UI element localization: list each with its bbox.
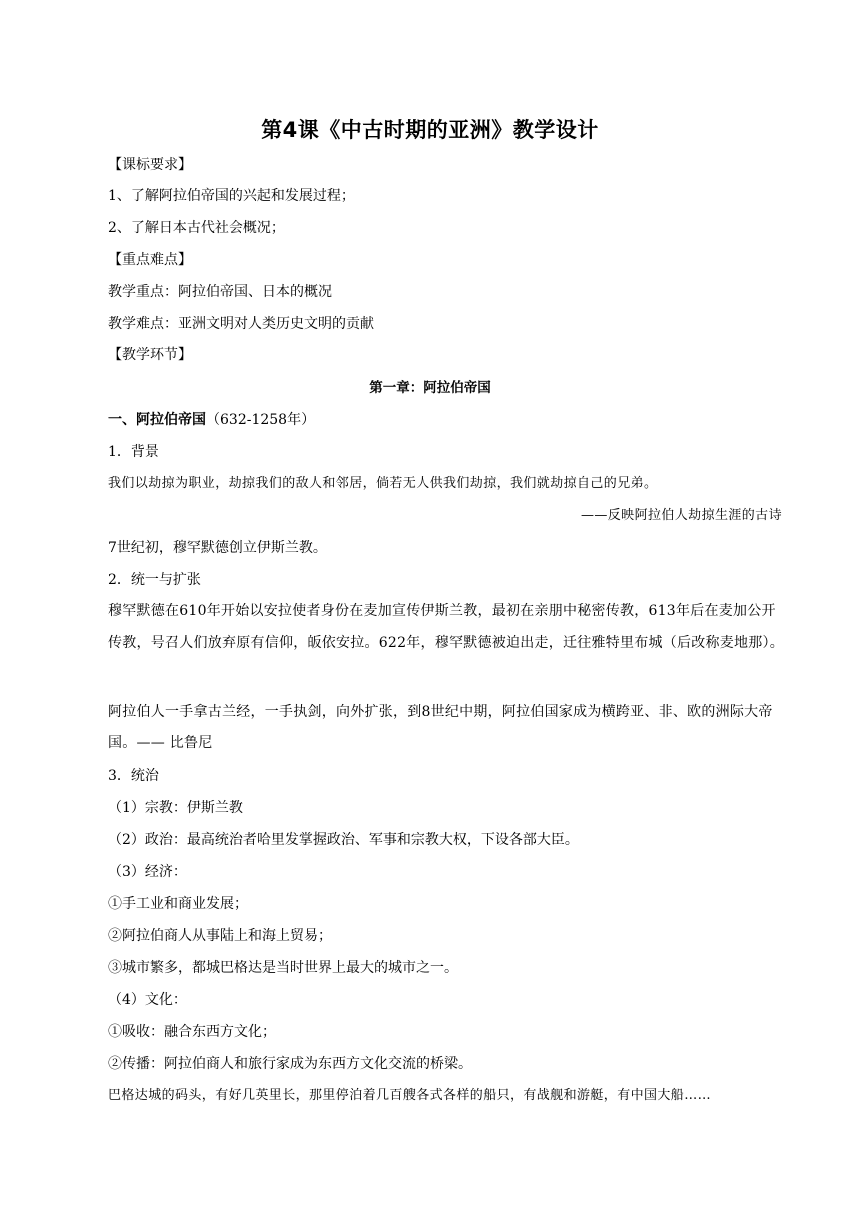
key-points-heading: 【重点难点】 bbox=[108, 252, 192, 268]
quote-baghdad: 巴格达城的码头，有好几英里长，那里停泊着几百艘各式各样的船只，有战舰和游艇，有中国大船…… bbox=[108, 1088, 712, 1103]
quote-poem-source: ——反映阿拉伯人劫掠生涯的古诗 bbox=[580, 508, 782, 523]
key-point: 教学重点：阿拉伯帝国、日本的概况 bbox=[108, 284, 332, 300]
rule-religion: （1）宗教：伊斯兰教 bbox=[108, 800, 243, 816]
section-1-title: 一、阿拉伯帝国 bbox=[108, 412, 206, 428]
economy-item-2: ②阿拉伯商人从事陆上和海上贸易； bbox=[108, 928, 332, 944]
fact-islam-founded: 7世纪初，穆罕默德创立伊斯兰教。 bbox=[108, 540, 327, 556]
requirements-heading: 【课标要求】 bbox=[108, 157, 192, 173]
rule-culture: （4）文化： bbox=[108, 992, 187, 1008]
requirement-1: 1、了解阿拉伯帝国的兴起和发展过程； bbox=[108, 188, 355, 204]
rule-economy: （3）经济： bbox=[108, 864, 187, 880]
subheading-unification: 2．统一与扩张 bbox=[108, 572, 201, 588]
culture-item-2: ②传播：阿拉伯商人和旅行家成为东西方文化交流的桥梁。 bbox=[108, 1056, 472, 1072]
quote-biruni: 阿拉伯人一手拿古兰经，一手执剑，向外扩张，到8世纪中期，阿拉伯国家成为横跨亚、非、欧的洲际大帝国。—— 比鲁尼 bbox=[108, 704, 773, 751]
economy-item-3: ③城市繁多，都城巴格达是当时世界上最大的城市之一。 bbox=[108, 960, 458, 976]
economy-item-1: ①手工业和商业发展； bbox=[108, 896, 248, 912]
paragraph-muhammad: 穆罕默德在610年开始以安拉使者身份在麦加宣传伊斯兰教，最初在亲朋中秘密传教，613年后在麦加公开传教，号召人们放弃原有信仰，皈依安拉。622年，穆罕默德被迫出走，迁往雅特里布城（后改称麦地那）。 bbox=[108, 603, 784, 651]
difficult-point: 教学难点：亚洲文明对人类历史文明的贡献 bbox=[108, 316, 374, 332]
quote-poem: 我们以劫掠为职业，劫掠我们的敌人和邻居，倘若无人供我们劫掠，我们就劫掠自己的兄弟。 bbox=[108, 476, 658, 491]
culture-item-1: ①吸收：融合东西方文化； bbox=[108, 1024, 276, 1040]
rule-politics: （2）政治：最高统治者哈里发掌握政治、军事和宗教大权，下设各部大臣。 bbox=[108, 832, 579, 848]
chapter-title: 第一章：阿拉伯帝国 bbox=[369, 380, 491, 396]
requirement-2: 2、了解日本古代社会概况； bbox=[108, 220, 285, 236]
subheading-background: 1．背景 bbox=[108, 444, 159, 460]
document-title: 第4课《中古时期的亚洲》教学设计 bbox=[261, 118, 599, 142]
teaching-steps-heading: 【教学环节】 bbox=[108, 347, 192, 363]
section-1-years: （632-1258年） bbox=[206, 412, 316, 428]
section-1-heading bbox=[108, 410, 315, 430]
subheading-rule: 3．统治 bbox=[108, 768, 159, 784]
